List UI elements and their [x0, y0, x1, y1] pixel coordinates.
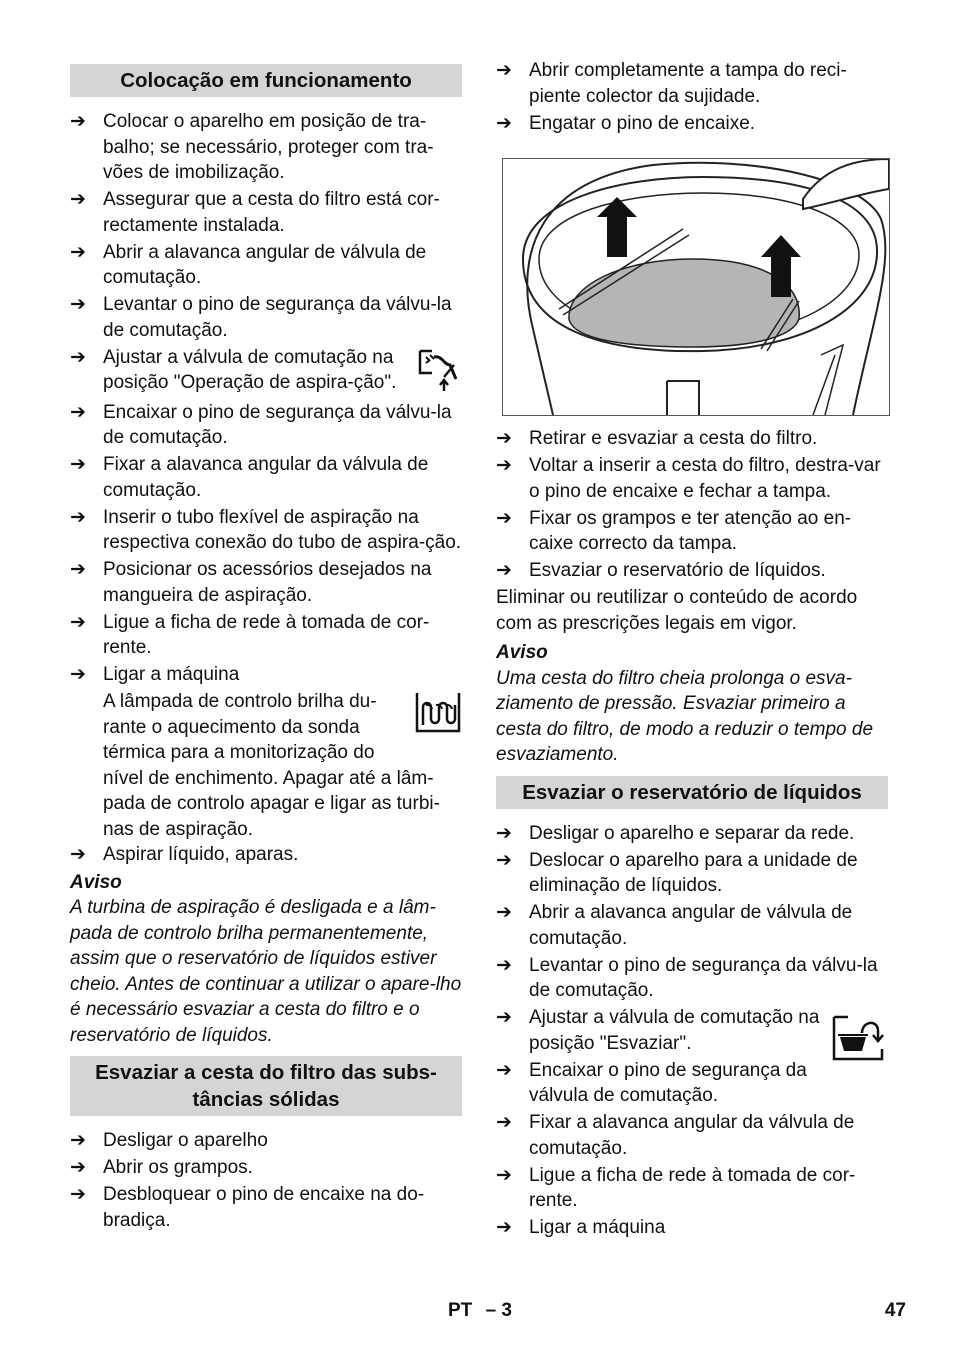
arrow-right-icon: ➔	[70, 293, 86, 315]
arrow-right-icon: ➔	[70, 345, 86, 368]
step-text: Deslocar o aparelho para a unidade de eliminação de líquidos.	[529, 849, 858, 896]
step-text: Colocar o aparelho em posição de tra-balho; se necessário, proteger com tra-vões de imobilização.	[103, 111, 434, 183]
section-title-empty-filter: Esvaziar a cesta do filtro das subs-tâncias sólidas	[70, 1056, 462, 1116]
step-with-icon	[103, 345, 462, 399]
step-text: Encaixar o pino de segurança da válvula de comutação.	[529, 1059, 807, 1106]
arrow-right-icon: ➔	[496, 1216, 512, 1238]
list-item	[70, 345, 462, 399]
list-item	[70, 505, 462, 556]
list-item	[496, 821, 888, 847]
step-text: Voltar a inserir a cesta do filtro, destra-var o pino de encaixe e fechar a tampa.	[529, 455, 881, 502]
step-text: Ajustar a válvula de comutação na posição "Esvaziar".	[529, 1007, 820, 1054]
right-column	[496, 58, 888, 1242]
arrow-right-icon: ➔	[70, 505, 86, 528]
steps-list-top	[496, 58, 888, 136]
note-label: Aviso	[496, 642, 548, 663]
arrow-right-icon: ➔	[496, 1163, 512, 1186]
arrow-right-icon: ➔	[496, 454, 512, 476]
note-text: A turbina de aspiração é desligada e a lâm-pada de controlo brilha permanentemente, assim que o reservatório de líquidos estiver cheio. Antes de continuar a utilizar o apare-lho é necessário esvaziar a cesta do filtro e o reservatório de líquidos.	[70, 897, 462, 1046]
page-number: 47	[884, 1300, 906, 1321]
footer-language	[448, 1298, 512, 1324]
filter-basket-illustration	[502, 158, 890, 416]
note-text: Uma cesta do filtro cheia prolonga o esva-ziamento de pressão. Esvaziar primeiro a cesta do filtro, de modo a reduzir o tempo de esvaziamento.	[496, 667, 874, 765]
list-item	[496, 506, 888, 557]
list-item	[496, 58, 888, 109]
step-text: Fixar os grampos e ter atenção ao en-caixe correcto da tampa.	[529, 507, 852, 554]
section-title-empty-liquid: Esvaziar o reservatório de líquidos	[496, 776, 888, 809]
step-text: Encaixar o pino de segurança da válvu-la de comutação.	[103, 401, 452, 448]
list-item	[496, 1163, 888, 1214]
list-item	[496, 1058, 888, 1109]
arrow-right-icon: ➔	[70, 188, 86, 210]
arrow-right-icon: ➔	[496, 427, 512, 449]
footer-lang-code: PT	[448, 1300, 473, 1321]
arrow-right-icon: ➔	[496, 953, 512, 976]
step-text: Ligar a máquina	[103, 664, 240, 685]
steps-list-aspirar	[70, 842, 462, 868]
arrow-right-icon: ➔	[70, 1129, 86, 1151]
step-text: Ligue a ficha de rede à tomada de cor-rente.	[103, 611, 430, 658]
step-text: Posicionar os acessórios desejados na mangueira de aspiração.	[103, 559, 432, 606]
arrow-right-icon: ➔	[70, 1156, 86, 1178]
list-item	[496, 426, 888, 452]
list-item	[70, 842, 462, 868]
lamp-text: A lâmpada de controlo brilha du-rante o aquecimento da sonda térmica para a monitorização do	[103, 691, 377, 763]
arrow-right-icon: ➔	[70, 610, 86, 633]
step-text: Abrir a alavanca angular de válvula de comutação.	[529, 902, 853, 949]
steps-list-4	[496, 821, 888, 1241]
arrow-right-icon: ➔	[496, 1058, 512, 1081]
list-item	[496, 1005, 888, 1056]
arrow-right-icon: ➔	[70, 1183, 86, 1205]
lamp-block	[70, 689, 462, 842]
list-item	[496, 558, 888, 584]
arrow-right-icon: ➔	[496, 848, 512, 871]
list-item	[70, 452, 462, 503]
lamp-row	[103, 689, 462, 766]
heater-icon	[414, 691, 462, 743]
section-title-operation: Colocação em funcionamento	[70, 64, 462, 97]
step-text: Engatar o pino de encaixe.	[529, 112, 756, 134]
step-text: Ligar a máquina	[529, 1217, 666, 1238]
list-item	[70, 240, 462, 291]
step-text: Esvaziar o reservatório de líquidos.	[529, 560, 826, 581]
footer-sheet: – 3	[485, 1300, 512, 1321]
steps-list-3	[70, 1128, 462, 1233]
list-item	[496, 848, 888, 899]
step-text: Abrir completamente a tampa do reci-piente colector da sujidade.	[529, 60, 847, 107]
arrow-right-icon: ➔	[496, 506, 512, 529]
arrow-right-icon: ➔	[496, 559, 512, 581]
list-item	[496, 953, 888, 1004]
steps-list-after-figure	[496, 426, 888, 584]
arrow-right-icon: ➔	[70, 240, 86, 263]
step-text: Ajustar a válvula de comutação na posição "Operação de aspira-ção".	[103, 346, 397, 393]
step-text: Fixar a alavanca angular da válvula de comutação.	[103, 454, 429, 501]
list-item	[496, 900, 888, 951]
step-text: Fixar a alavanca angular da válvula de comutação.	[529, 1112, 855, 1159]
list-item	[70, 557, 462, 608]
list-item	[496, 453, 888, 504]
list-item	[70, 1182, 462, 1233]
eliminate-text: Eliminar ou reutilizar o conteúdo de acordo com as prescrições legais em vigor.	[496, 587, 858, 634]
list-item	[70, 1155, 462, 1181]
list-item	[70, 109, 462, 186]
list-item	[70, 400, 462, 451]
list-item	[70, 610, 462, 661]
arrow-right-icon: ➔	[496, 1111, 512, 1133]
arrow-right-icon: ➔	[496, 1006, 512, 1028]
aspiration-mode-icon	[418, 345, 462, 399]
arrow-right-icon: ➔	[70, 110, 86, 132]
list-item	[70, 292, 462, 343]
step-text: Ligue a ficha de rede à tomada de cor-rente.	[529, 1164, 856, 1211]
step-text: Assegurar que a cesta do filtro está cor-rectamente instalada.	[103, 189, 440, 236]
left-column	[70, 58, 462, 1235]
lamp-text-continued: nível de enchimento. Apagar até a lâm-pada de controlo apagar e ligar as turbi-nas de aspiração.	[103, 767, 440, 840]
list-item	[496, 111, 888, 137]
arrow-right-icon: ➔	[496, 59, 512, 81]
arrow-right-icon: ➔	[496, 821, 512, 844]
arrow-right-icon: ➔	[70, 663, 86, 685]
arrow-right-icon: ➔	[70, 400, 86, 423]
arrow-right-icon: ➔	[70, 453, 86, 475]
step-text: Levantar o pino de segurança da válvu-la de comutação.	[529, 954, 878, 1001]
step-text: Abrir os grampos.	[103, 1157, 253, 1178]
step-text: Desligar o aparelho e separar da rede.	[529, 822, 855, 844]
arrow-right-icon: ➔	[70, 843, 86, 865]
steps-list-1	[70, 109, 462, 688]
list-item	[70, 1128, 462, 1154]
list-item	[496, 1110, 888, 1161]
list-item	[496, 1215, 888, 1241]
list-item	[70, 662, 462, 688]
step-text: Inserir o tubo flexível de aspiração na respectiva conexão do tubo de aspira-ção.	[103, 506, 462, 553]
step-text: Desbloquear o pino de encaixe na do-bradiça.	[103, 1184, 425, 1231]
step-text: Aspirar líquido, aparas.	[103, 844, 299, 865]
step-text: Abrir a alavanca angular de válvula de comutação.	[103, 241, 427, 288]
step-text: Levantar o pino de segurança da válvu-la de comutação.	[103, 294, 452, 341]
step-text: Desligar o aparelho	[103, 1130, 268, 1151]
arrow-right-icon: ➔	[70, 558, 86, 580]
note-label: Aviso	[70, 871, 122, 893]
arrow-right-icon: ➔	[496, 901, 512, 923]
list-item	[70, 187, 462, 238]
arrow-right-icon: ➔	[496, 111, 512, 134]
step-text: Retirar e esvaziar a cesta do filtro.	[529, 428, 818, 449]
